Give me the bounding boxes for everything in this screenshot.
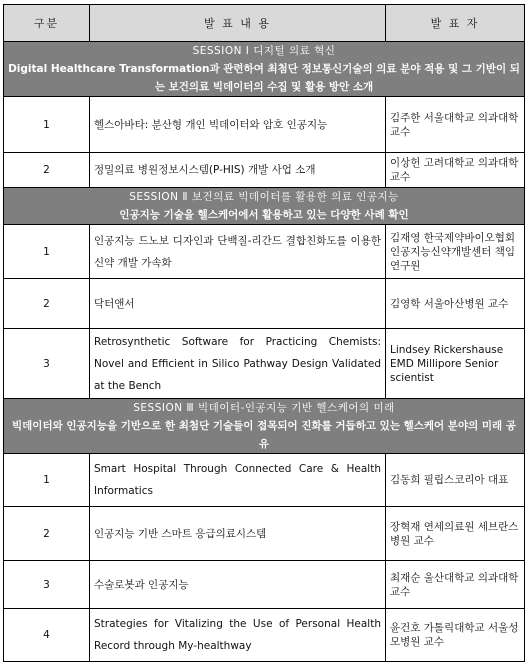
- row-number: 2: [4, 507, 90, 561]
- row-topic: Retrosynthetic Software for Practicing Chemists: Novel and Efficient in Silico Pathway Design Validated at the Bench: [90, 329, 386, 399]
- row-number: 3: [4, 329, 90, 399]
- header-presenter: 발 표 자: [386, 5, 525, 42]
- table-row: [4, 561, 525, 609]
- row-topic: 인공지능 기반 스마트 응급의료시스템: [90, 507, 386, 561]
- row-number: 2: [4, 279, 90, 329]
- row-presenter: 김영학 서울아산병원 교수: [386, 279, 525, 329]
- row-presenter: 김재영 한국제약바이오협회 인공지능신약개발센터 책임연구원: [386, 225, 525, 279]
- session-header: [4, 188, 525, 225]
- session-header: [4, 42, 525, 97]
- table-row: [4, 153, 525, 188]
- row-presenter: 김동희 필립스코리아 대표: [386, 454, 525, 507]
- row-topic: 헬스아바타: 분산형 개인 빅데이터와 암호 인공지능: [90, 97, 386, 153]
- program-table: [3, 4, 525, 662]
- row-presenter: 최재순 울산대학교 의과대학 교수: [386, 561, 525, 609]
- row-topic: 정밀의료 병원정보시스템(P-HIS) 개발 사업 소개: [90, 153, 386, 188]
- row-number: 1: [4, 454, 90, 507]
- header-topic: 발 표 내 용: [90, 5, 386, 42]
- table-row: [4, 97, 525, 153]
- table-row: [4, 507, 525, 561]
- row-number: 4: [4, 609, 90, 662]
- table-row: [4, 609, 525, 662]
- session-description: Digital Healthcare Transformation과 관련하여 최첨단 정보통신기술의 의료 분야 적용 및 그 기반이 되는 보건의료 빅데이터의 수집 및 활용 방안 소개: [8, 63, 520, 93]
- row-presenter: 이상헌 고려대학교 의과대학 교수: [386, 153, 525, 188]
- session-title: SESSION Ⅱ 보건의료 빅데이터를 활용한 의료 인공지능: [129, 191, 399, 203]
- row-number: 1: [4, 225, 90, 279]
- row-topic: Strategies for Vitalizing the Use of Personal Health Record through My-healthway: [90, 609, 386, 662]
- table-header-row: [4, 5, 525, 42]
- header-no: 구분: [4, 5, 90, 42]
- session-description: 인공지능 기술을 헬스케어에서 활용하고 있는 다양한 사례 확인: [119, 209, 409, 221]
- row-number: 1: [4, 97, 90, 153]
- table-row: [4, 454, 525, 507]
- row-topic: 인공지능 드노보 디자인과 단백질-리간드 결합친화도를 이용한 신약 개발 가속화: [90, 225, 386, 279]
- table-row: [4, 279, 525, 329]
- session-title: SESSION Ⅲ 빅데이터-인공지능 기반 헬스케어의 미래: [133, 402, 395, 414]
- row-presenter: Lindsey Rickershause EMD Millipore Senior scientist: [386, 329, 525, 399]
- session-header: [4, 399, 525, 454]
- row-topic: 수술로봇과 인공지능: [90, 561, 386, 609]
- table-row: [4, 329, 525, 399]
- row-topic: Smart Hospital Through Connected Care & Health Informatics: [90, 454, 386, 507]
- row-number: 3: [4, 561, 90, 609]
- row-topic: 닥터앤서: [90, 279, 386, 329]
- row-presenter: 장혁재 연세의료원 세브란스병원 교수: [386, 507, 525, 561]
- table-row: [4, 225, 525, 279]
- session-title: SESSION Ⅰ 디지털 의료 혁신: [192, 45, 336, 57]
- row-presenter: 김주한 서울대학교 의과대학 교수: [386, 97, 525, 153]
- row-number: 2: [4, 153, 90, 188]
- session-description: 빅데이터와 인공지능을 기반으로 한 최첨단 기술들이 접목되어 진화를 거듭하고 있는 헬스케어 분야의 미래 공유: [12, 420, 516, 450]
- row-presenter: 윤건호 가톨릭대학교 서울성모병원 교수: [386, 609, 525, 662]
